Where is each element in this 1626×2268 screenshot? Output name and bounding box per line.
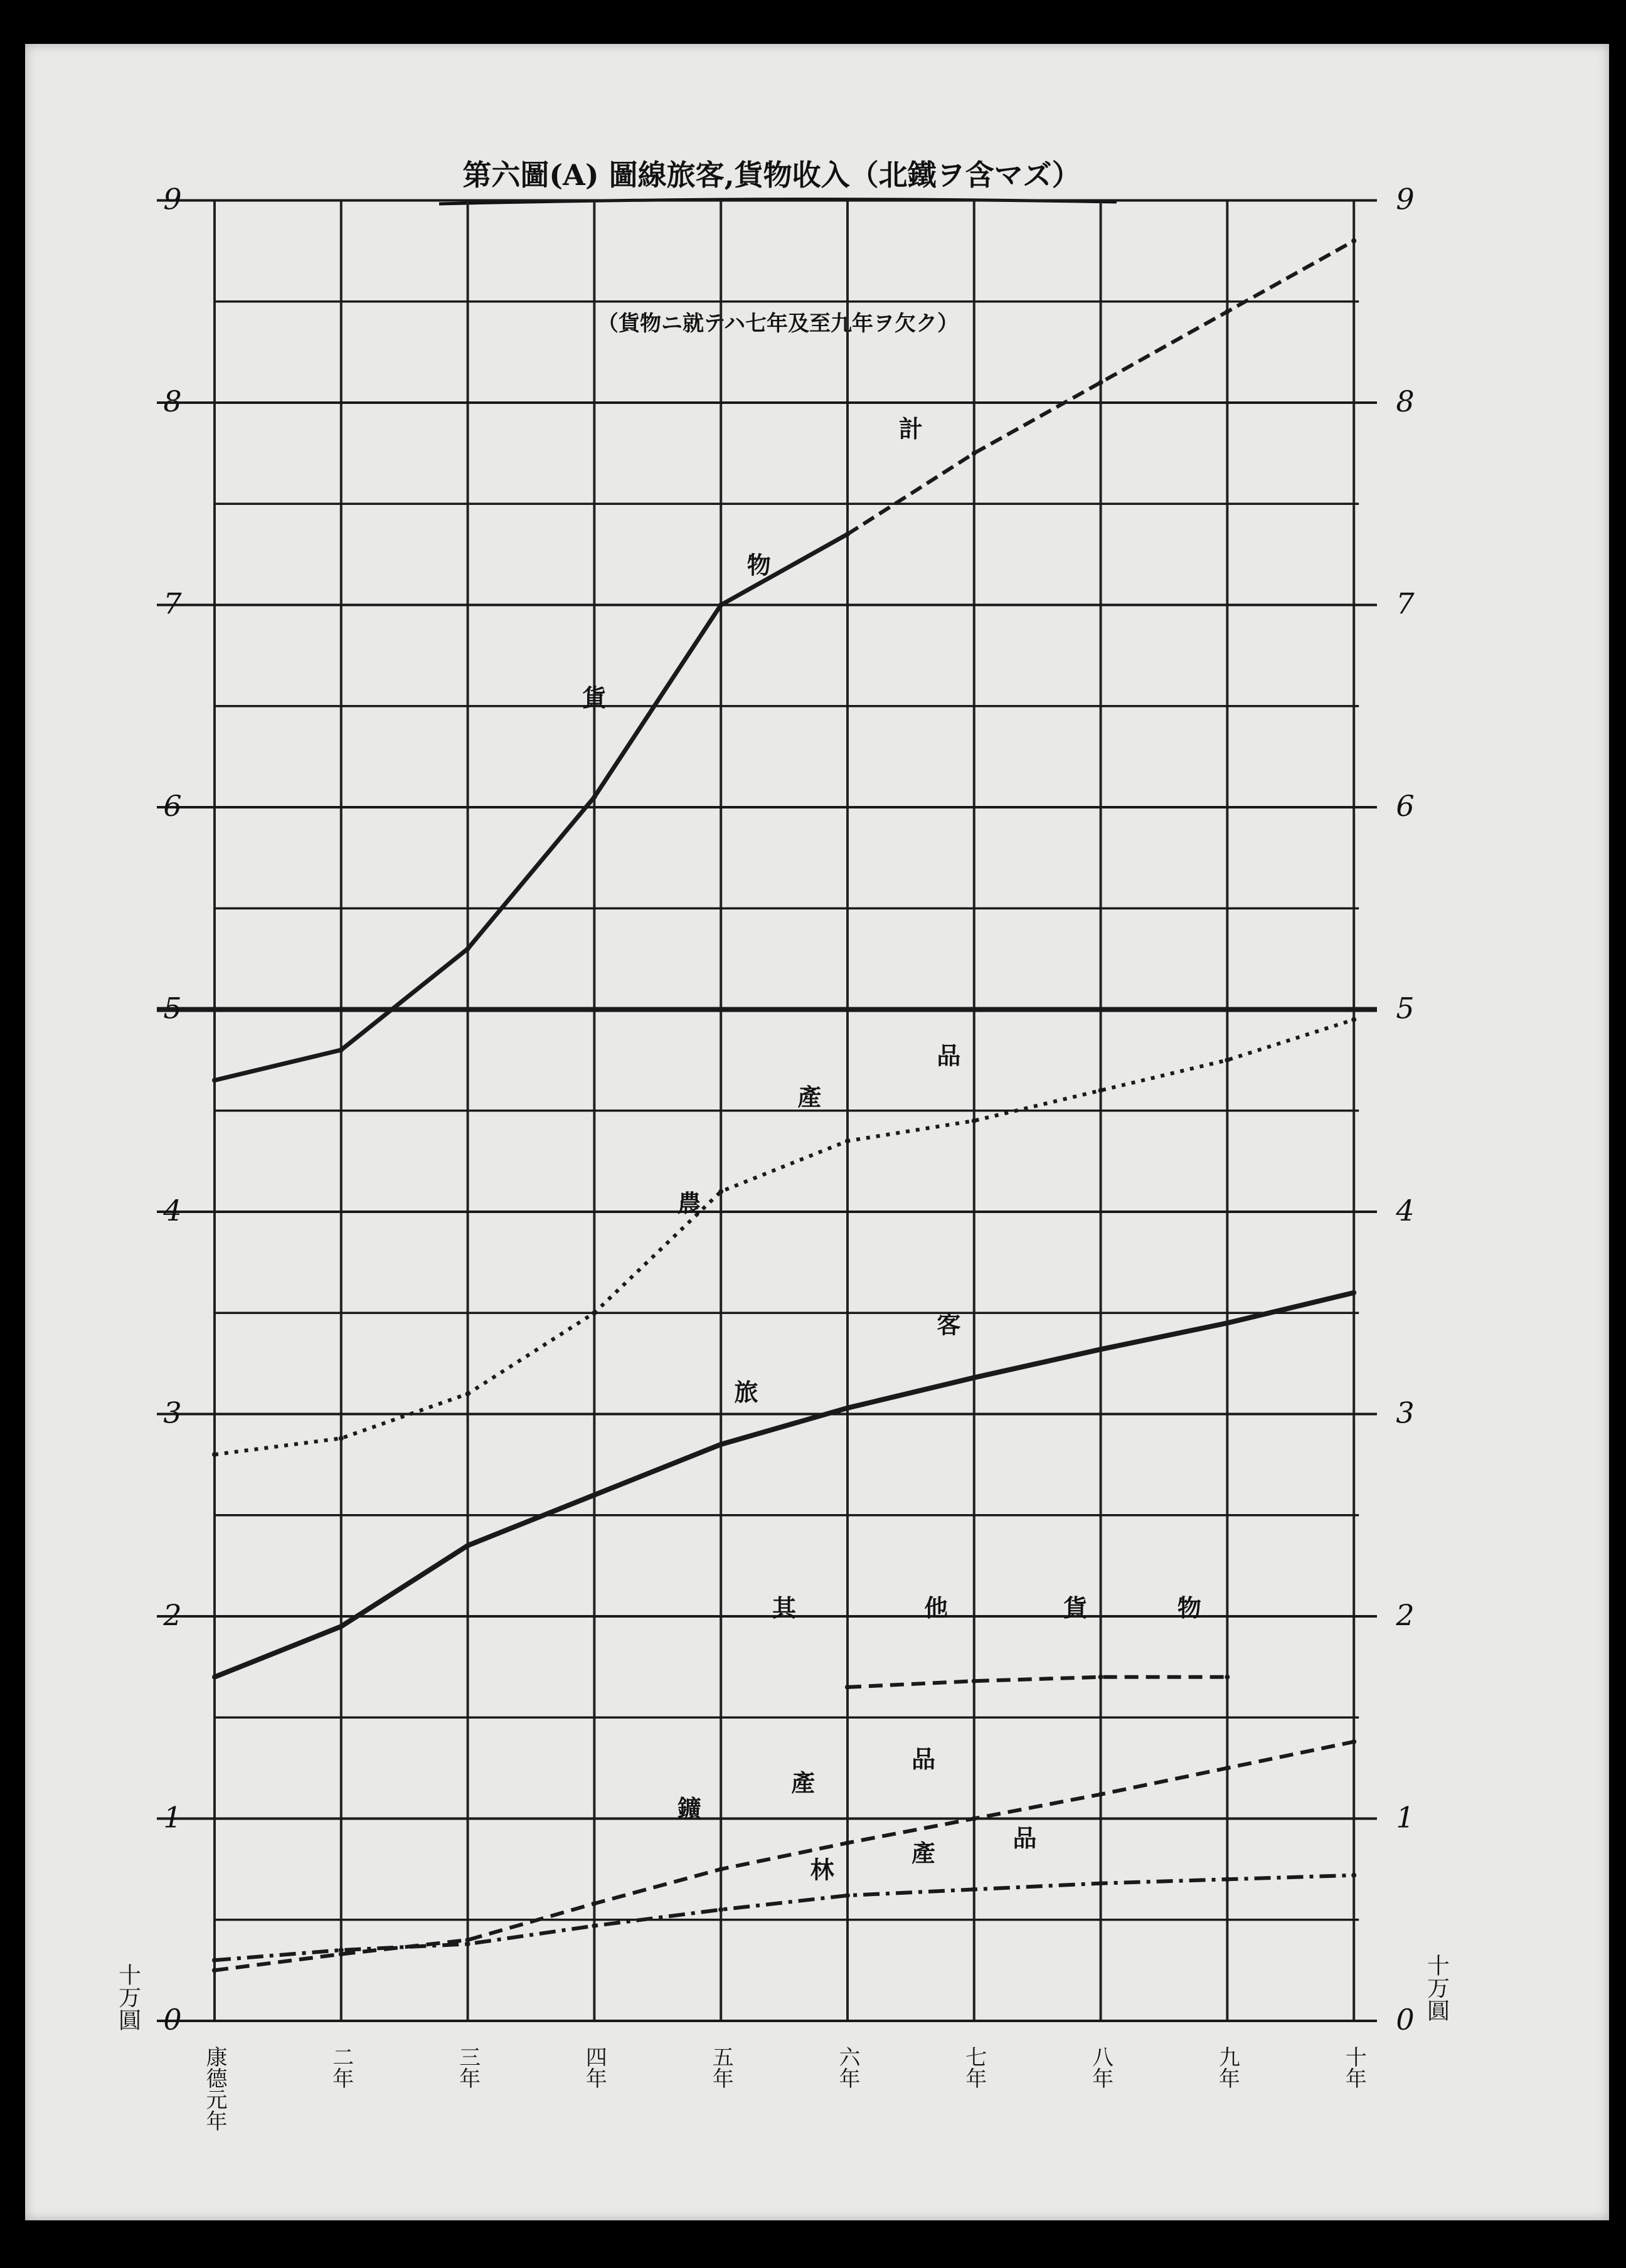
- data-point-2-2: [465, 1543, 470, 1548]
- data-point-2-4: [718, 1442, 723, 1447]
- data-point-1-5: [845, 1138, 850, 1143]
- data-point-2-7: [1098, 1347, 1103, 1352]
- unit-label-left: 十万圓: [115, 1963, 141, 2031]
- data-point-2-5: [845, 1406, 850, 1411]
- data-point-3-1: [972, 1678, 977, 1683]
- y-tick-left-6: 6: [163, 789, 182, 823]
- series-label-1: 物: [747, 551, 771, 580]
- series-label-17: 品: [1012, 1824, 1037, 1853]
- series-label-10: 貨: [1063, 1594, 1088, 1622]
- data-point-2-3: [592, 1493, 597, 1498]
- data-point-5-9: [1351, 1873, 1356, 1878]
- data-point-4-5: [845, 1840, 850, 1845]
- data-point-1-1: [339, 1436, 344, 1441]
- data-point-5-7: [1098, 1881, 1103, 1886]
- series-label-3: 農: [677, 1189, 701, 1217]
- series-label-13: 產: [791, 1769, 816, 1798]
- data-point-2-9: [1351, 1290, 1356, 1295]
- data-point-0-9: [1351, 238, 1356, 243]
- data-point-0-6: [972, 451, 977, 456]
- y-tick-right-2: 2: [1396, 1598, 1415, 1632]
- series-label-11: 物: [1177, 1594, 1201, 1622]
- data-point-2-8: [1225, 1320, 1230, 1325]
- y-tick-left-3: 3: [163, 1396, 182, 1430]
- series-label-8: 其: [772, 1594, 797, 1622]
- series-labels: [582, 415, 1201, 1884]
- x-tick-0: 康德元年: [202, 2046, 227, 2131]
- data-point-0-8: [1225, 309, 1230, 314]
- data-point-1-4: [718, 1189, 723, 1194]
- y-tick-right-5: 5: [1396, 991, 1415, 1025]
- data-point-5-6: [972, 1887, 977, 1892]
- y-tick-right-7: 7: [1396, 586, 1415, 621]
- data-point-4-8: [1225, 1766, 1230, 1771]
- data-point-5-2: [465, 1941, 470, 1946]
- data-point-3-2: [1098, 1675, 1103, 1680]
- data-point-4-0: [212, 1968, 217, 1973]
- data-point-2-6: [972, 1375, 977, 1380]
- y-tick-right-6: 6: [1396, 789, 1415, 823]
- series-label-12: 鑛: [677, 1794, 701, 1823]
- x-tick-3: 四年: [582, 2046, 607, 2089]
- series-label-15: 林: [810, 1855, 834, 1884]
- x-tick-5: 六年: [835, 2046, 860, 2089]
- series-label-4: 產: [797, 1083, 822, 1111]
- data-point-3-3: [1225, 1675, 1230, 1680]
- y-tick-left-7: 7: [163, 586, 182, 621]
- series-line-5: [215, 1875, 1354, 1960]
- y-tick-right-3: 3: [1396, 1396, 1415, 1430]
- data-point-4-7: [1098, 1792, 1103, 1797]
- y-tick-left-8: 8: [163, 384, 182, 418]
- data-point-0-5: [845, 532, 850, 537]
- y-tick-right-1: 1: [1396, 1800, 1415, 1835]
- data-point-4-4: [718, 1867, 723, 1872]
- y-tick-right-0: 0: [1396, 2003, 1415, 2037]
- data-point-0-4: [718, 603, 723, 608]
- y-tick-right-9: 9: [1396, 182, 1415, 216]
- series-label-0: 計: [898, 414, 923, 443]
- series-label-5: 品: [937, 1041, 961, 1070]
- data-point-2-1: [339, 1624, 344, 1629]
- data-point-0-1: [339, 1047, 344, 1052]
- data-point-4-9: [1351, 1739, 1356, 1744]
- y-tick-left-1: 1: [163, 1800, 182, 1835]
- y-tick-left-2: 2: [163, 1598, 182, 1632]
- data-point-1-0: [212, 1452, 217, 1457]
- series-line-4: [215, 1742, 1354, 1970]
- data-point-0-7: [1098, 380, 1103, 385]
- data-point-0-3: [592, 795, 597, 800]
- y-tick-left-9: 9: [163, 182, 182, 216]
- series-line-3: [848, 1677, 1227, 1687]
- x-tick-7: 八年: [1088, 2046, 1113, 2089]
- data-point-5-1: [339, 1947, 344, 1953]
- data-point-1-9: [1351, 1017, 1356, 1022]
- series-label-16: 產: [911, 1838, 936, 1867]
- y-tick-left-5: 5: [163, 991, 182, 1025]
- x-tick-9: 十年: [1341, 2046, 1367, 2089]
- series-lines: [212, 238, 1356, 1973]
- x-tick-2: 三年: [455, 2046, 481, 2089]
- data-point-1-8: [1225, 1057, 1230, 1062]
- data-point-1-6: [972, 1118, 977, 1123]
- unit-label-right: 十万圓: [1423, 1954, 1450, 2022]
- y-tick-right-4: 4: [1396, 1194, 1415, 1227]
- data-point-5-4: [718, 1907, 723, 1912]
- data-point-5-8: [1225, 1877, 1230, 1882]
- grid: [157, 201, 1377, 2022]
- data-point-5-3: [592, 1923, 597, 1928]
- data-point-2-0: [212, 1675, 217, 1680]
- series-line-1: [215, 1020, 1354, 1455]
- chart-subtitle: （貨物ニ就テハ七年及至九年ヲ欠ク）: [597, 311, 959, 336]
- data-point-1-2: [465, 1391, 470, 1396]
- x-tick-4: 五年: [708, 2046, 734, 2089]
- x-tick-6: 七年: [961, 2046, 987, 2089]
- data-point-5-0: [212, 1958, 217, 1963]
- series-label-2: 貨: [582, 683, 607, 712]
- y-tick-left-4: 4: [163, 1194, 182, 1227]
- data-point-5-5: [845, 1893, 850, 1898]
- data-point-1-7: [1098, 1088, 1103, 1093]
- data-point-1-3: [592, 1310, 597, 1315]
- data-point-0-2: [465, 946, 470, 951]
- x-tick-8: 九年: [1214, 2046, 1240, 2089]
- data-point-4-3: [592, 1901, 597, 1906]
- y-tick-left-0: 0: [163, 2003, 182, 2037]
- series-label-9: 他: [924, 1594, 948, 1622]
- chart-title: 第六圖(A) 圖線旅客,貨物收入（北鐵ヲ含マズ）: [462, 158, 1081, 192]
- data-point-3-0: [845, 1685, 850, 1690]
- data-point-0-0: [212, 1078, 217, 1083]
- series-label-6: 旅: [734, 1378, 758, 1407]
- x-tick-1: 二年: [328, 2046, 354, 2089]
- series-label-14: 品: [911, 1745, 936, 1774]
- series-label-7: 客: [937, 1310, 961, 1339]
- data-point-4-6: [972, 1816, 977, 1821]
- y-tick-right-8: 8: [1396, 384, 1415, 418]
